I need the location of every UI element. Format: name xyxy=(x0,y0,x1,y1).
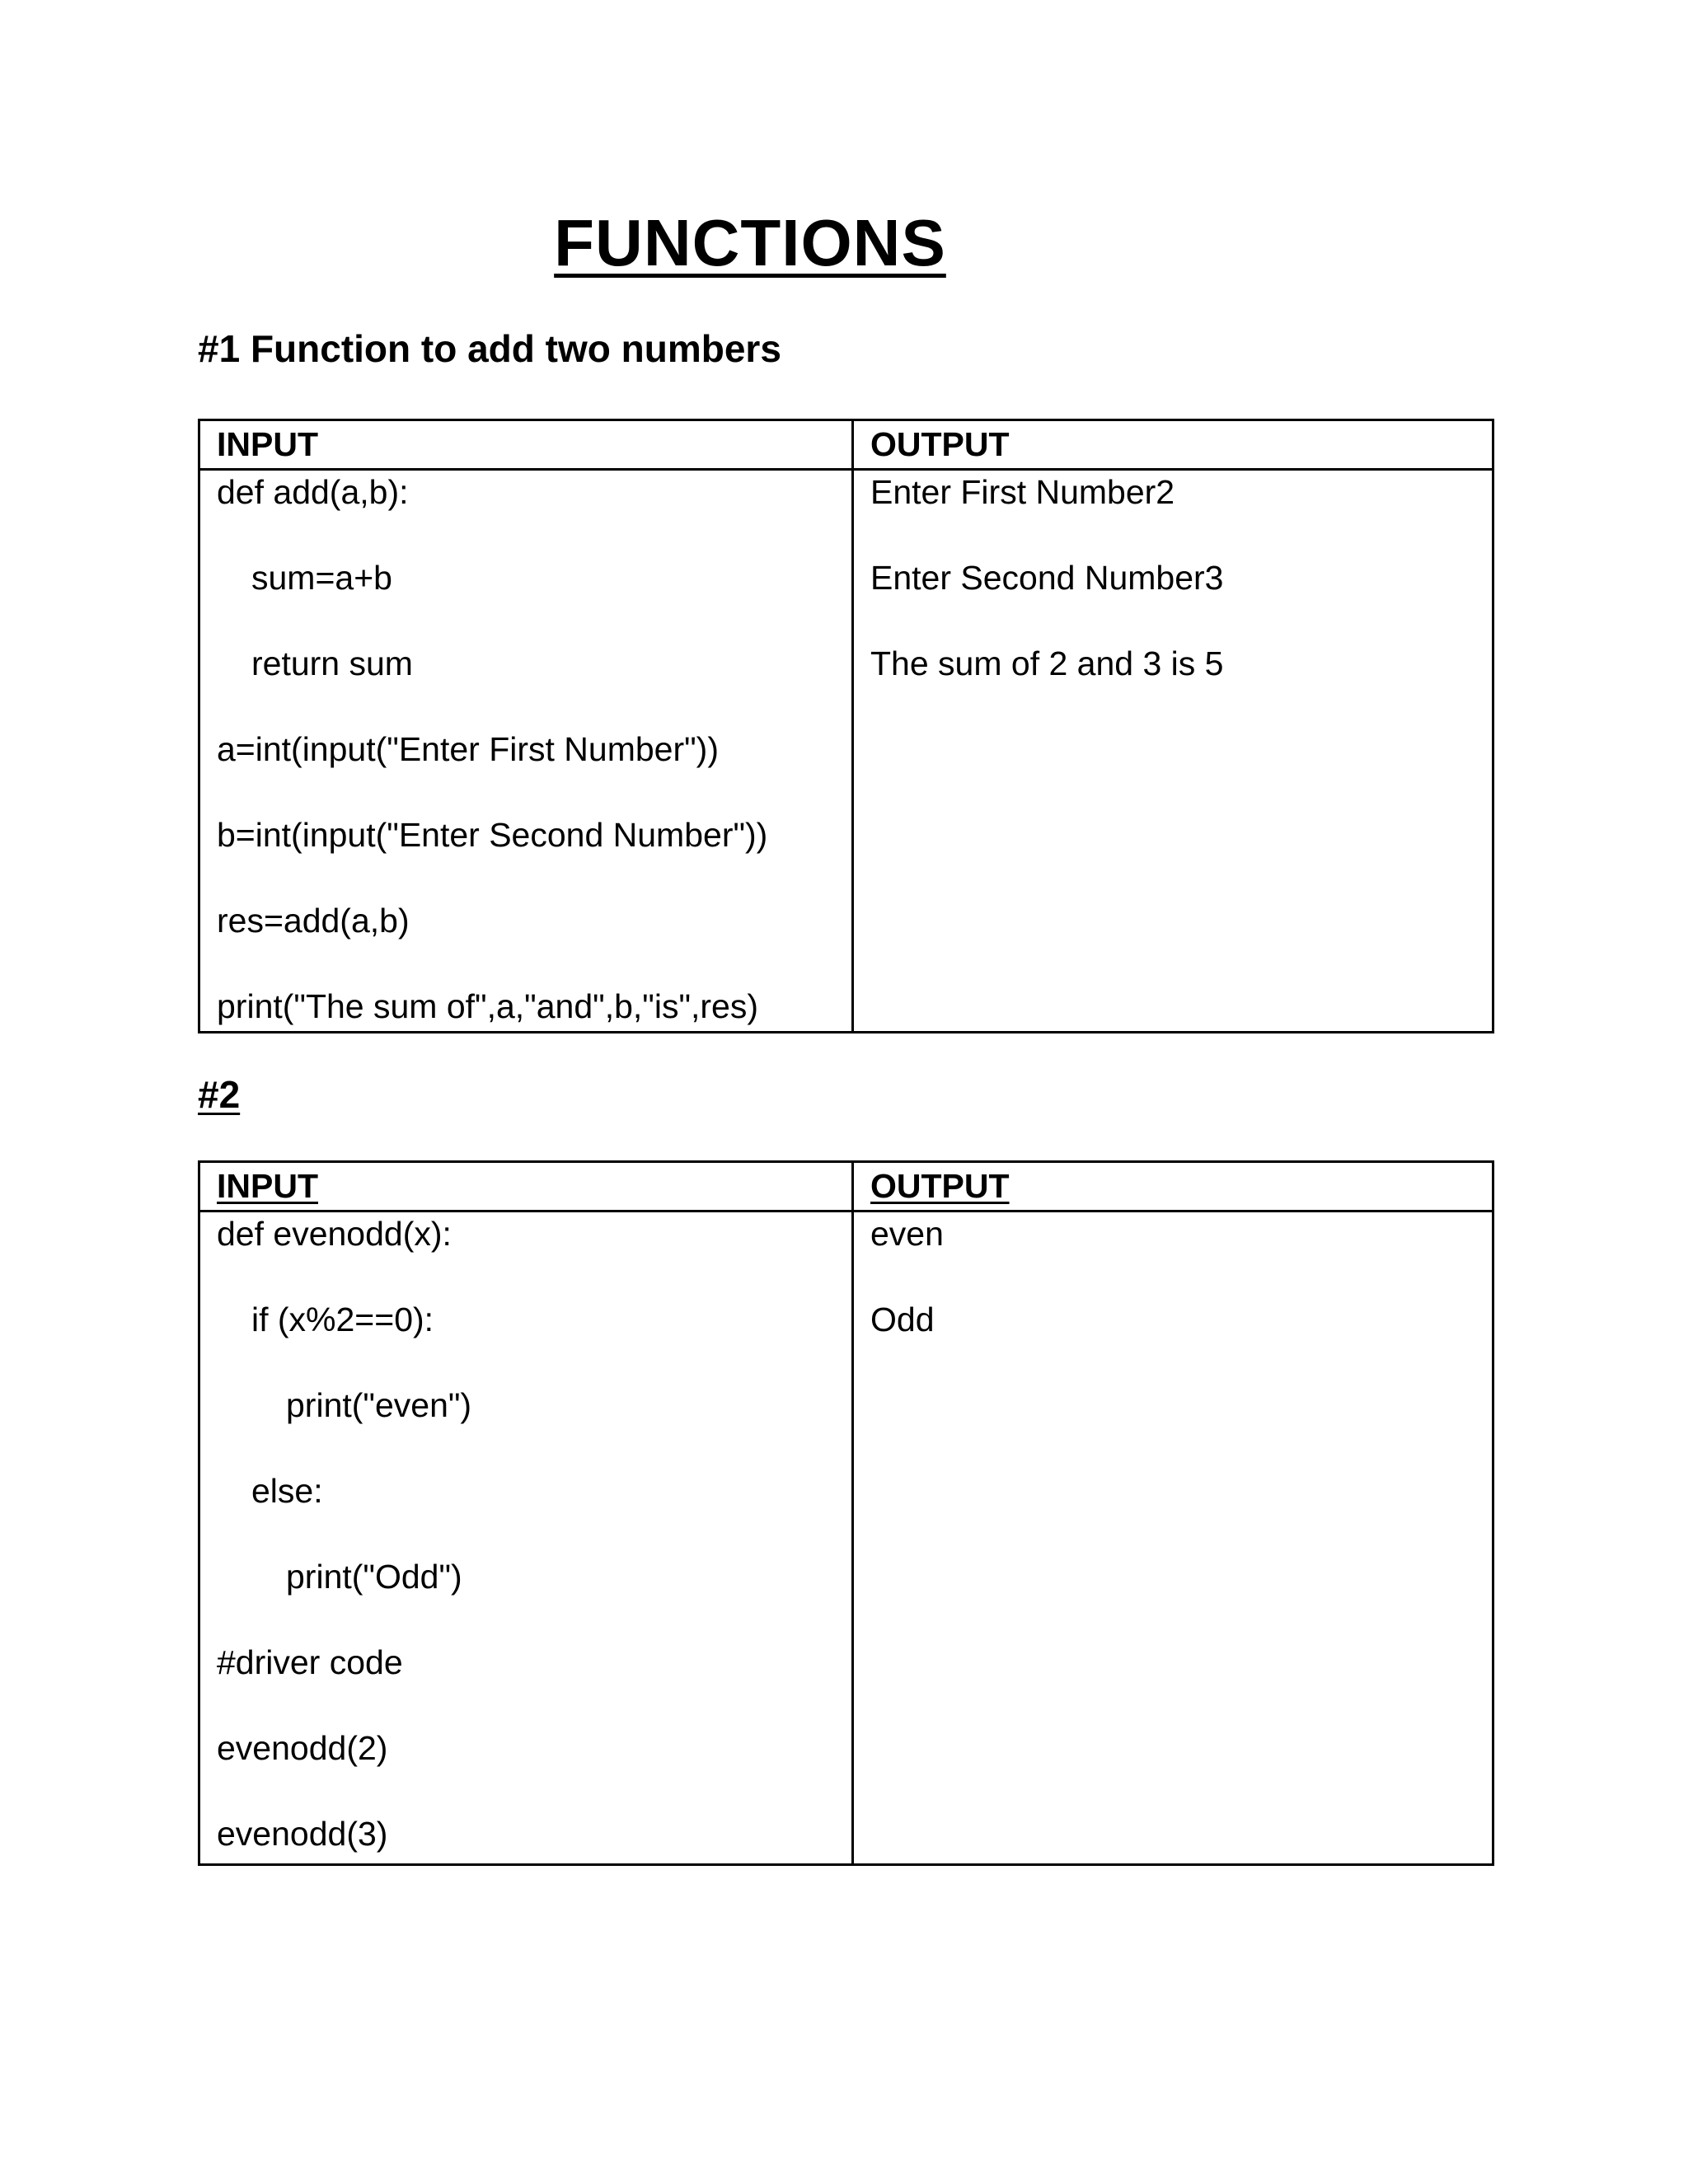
output-line: even xyxy=(870,1215,944,1253)
section2-output-cell xyxy=(853,1212,1493,1865)
code-line: print("Odd") xyxy=(286,1558,462,1596)
section2-output-header: OUTPUT xyxy=(853,1162,1493,1212)
code-line: return sum xyxy=(251,644,413,682)
section2-table xyxy=(198,1160,1494,1866)
code-line: b=int(input("Enter Second Number")) xyxy=(217,816,768,854)
code-line: if (x%2==0): xyxy=(251,1301,434,1338)
code-line: #driver code xyxy=(217,1643,403,1681)
section2-input-header: INPUT xyxy=(199,1162,853,1212)
output-line: The sum of 2 and 3 is 5 xyxy=(870,644,1224,682)
code-line: a=int(input("Enter First Number")) xyxy=(217,730,719,768)
section2-heading: #2 xyxy=(198,1073,241,1116)
code-line: res=add(a,b) xyxy=(217,902,410,940)
section1-table xyxy=(198,419,1494,1033)
code-line: def add(a,b): xyxy=(217,473,409,511)
output-line: Enter Second Number3 xyxy=(870,559,1224,597)
code-line: sum=a+b xyxy=(251,559,392,597)
section1-input-header: INPUT xyxy=(199,420,853,470)
section1-output-header: OUTPUT xyxy=(853,420,1493,470)
section1-input-cell xyxy=(199,470,853,1033)
code-line: print("The sum of",a,"and",b,"is",res) xyxy=(217,987,759,1025)
page-title: FUNCTIONS xyxy=(554,206,946,279)
output-line: Enter First Number2 xyxy=(870,473,1175,511)
section2-input-cell xyxy=(199,1212,853,1865)
code-line: print("even") xyxy=(286,1386,472,1424)
code-line: evenodd(2) xyxy=(217,1729,388,1767)
section1-heading: #1 Function to add two numbers xyxy=(198,327,781,370)
output-line: Odd xyxy=(870,1301,935,1338)
code-line: else: xyxy=(251,1472,323,1510)
code-line: evenodd(3) xyxy=(217,1815,388,1853)
code-line: def evenodd(x): xyxy=(217,1215,452,1253)
section1-output-cell xyxy=(853,470,1493,1033)
